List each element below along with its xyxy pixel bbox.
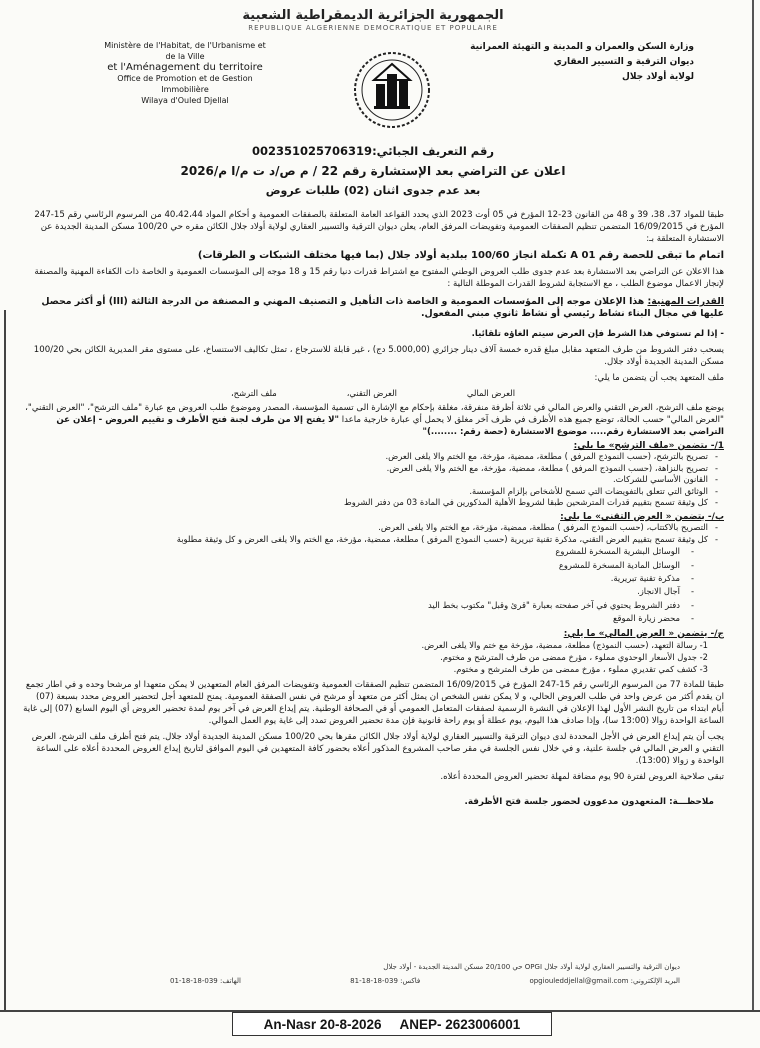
footer-email-label: البريد الإلكتروني: — [630, 977, 680, 985]
publication-badge — [232, 1012, 552, 1036]
wilaya-line: Wilaya d'Ouled Djellal — [141, 96, 229, 105]
list-item: 2- جدول الأسعار الوحدوي مملوء ، مؤرخ ممضى من طرف المترشح و مختوم. — [440, 651, 708, 662]
discard-note: - إذا لم تستوفي هذا الشرط فإن العرض سيتم الغاؤه تلقائيا. — [471, 329, 724, 339]
list-item: 1- رسالة التعهد، (حسب النموذج) مطلعة، ممضية، مؤرخة مع ختم والا يلغى العرض. — [421, 639, 708, 650]
section-financial-title: ج/- يتضمن « العرض المالي» ما يلي: — [563, 628, 724, 639]
ministry-line: Ministère de l'Habitat, de l'Urbanisme et de la Ville — [104, 41, 266, 61]
invite-paragraph: هذا الاعلان عن التراضي بعد الاستشارة بعد عدم جدوى طلب العروض الوطني المفتوح مع اشتراط قدرات دنيا رقم 15 و 18 موجه إلى المؤسسات العمومية و الخاصة ذات الكفاءة المهنية والمصنفة لإنجاز الاعمال موضوع الطلب ، مع الاستجابة لشروط القدرات الموطلة التالية : — [34, 267, 724, 289]
envelope-bold-text: "لا يفتح إلا من طرف لجنة فتح الأظرف و تقييم العروض - إعلان عن التراضي بعد الاستشارة رقم..... موضوع الاستشارة (حصة رقم: ........)" — [56, 415, 724, 437]
footer-contacts — [170, 974, 680, 988]
opgi-logo-icon — [352, 50, 432, 130]
file-type-candidacy: ملف الترشح، — [230, 388, 277, 398]
republic-arabic: الجمهورية الجزائرية الديمقراطية الشعبية — [242, 8, 504, 23]
fiscal-id: رقم التعريف الجبائي:002351025706319 — [252, 144, 494, 158]
letterhead — [22, 32, 724, 142]
page-edge-left — [4, 310, 6, 1010]
project-title: اتمام ما تبقى للحصة رقم A 01 تكملة انجاز 100/60 ببلدية أولاد جلال (بما فيها مختلف الشبكات و الطرقات) — [197, 250, 724, 261]
page-edge-right — [752, 0, 754, 1010]
announcement-title: اعلان عن التراضي بعد الإستشارة رقم 22 / م ص/د ت م/ا م/2026 — [180, 164, 566, 178]
letterhead-arabic — [464, 40, 694, 85]
contact-footer — [170, 960, 680, 988]
territory-line: et l'Aménagement du territoire — [107, 62, 263, 73]
validity-paragraph: تبقى صلاحية العروض لفترة 90 يوم مضافة لمهلة تحضير العروض المحددة أعلاه. — [440, 771, 724, 782]
notice-title-block — [22, 144, 724, 197]
file-type-technical: العرض التقني، — [346, 388, 397, 398]
qualifications-text: هذا الإعلان موجه إلى المؤسسات العمومية و الخاصة ذات التأهيل و التصنيف المهني و المصنفة من الدرجة الثالثة (III) أو أكثر محصل عليها في مجال البناء نشاط رئيسي أو نشاط ثانوي مبني المفعول. — [41, 296, 724, 319]
footer-email[interactable]: opgiouleddjellal@gmail.com — [529, 977, 629, 985]
section-technical-title: ب/- يتضمن « العرض التقني» ما يلي: — [560, 511, 724, 522]
wilaya-arabic: لولاية أولاد جلال — [622, 72, 694, 82]
file-label: ملف المتعهد يجب أن يتضمن ما يلي: — [594, 373, 724, 383]
republic-french: REPUBLIQUE ALGERIENNE DEMOCRATIQUE ET POPULAIRE — [248, 24, 498, 32]
footer-fax: فاكس: 039-18-18-81 — [350, 977, 421, 985]
financial-list — [22, 639, 724, 675]
list-item: - الوسائل المادية المسخرة للمشروع — [22, 559, 694, 572]
list-item: - تصريح بالترشح، (حسب النموذج المرفق ) مطلعة، ممضية، مؤرخة، مع الختم والا يلغى العرض. — [22, 451, 718, 463]
office-line: Office de Promotion et de Gestion Immobilière — [117, 74, 253, 94]
intro-paragraph: طبقا للمواد 37، 38، 39 و 48 من القانون 23-12 المؤرخ في 05 أوت 2023 الذي يحدد القواعد العامة المتعلقة بالصفقات العمومية و أحكام المواد 40،42،44 من المرسوم الرئاسي رقم 15-247 المؤرخ في 16/09/2015 المتضمن تنظيم الصفقات العمومية وتفويضات المرفق العام، يعلن ديوان الترقية والتسيير العقاري لولاية أولاد جلال الكائن مقره حي 100/20 مسكن المدينة الجديدة عن الاستشارة المتعلقة بـ: — [34, 210, 724, 244]
footer-email-wrap — [529, 974, 680, 988]
candidacy-list — [22, 451, 724, 509]
rules-paragraph: طبقا للمادة 77 من المرسوم الرئاسي رقم 15-247 المؤرخ في 16/09/2015 المتضمن تنظيم الصفقات العمومية وتفويضات المرفق العام المتعهدين لا يمكن متعهدا او مرشحا وحده و في اطار تجمع ان يقدم أكثر من عرض واحد في طلب العروض الحالي، و لا يمكن نفس الشخص ان يمثل أكثر من متعهد أو مرشح في نفس الصفقة العمومية. يمنح للمتعهد أجل لتحضير العروض محدد بسبعة (07) أيام ابتداء من تاريخ النشر الأول لهذا الإعلان في النشرة الرسمية لصفقات المتعامل العمومي أو في الصحافة الوطنية. يتم إيداع العرض في آخر يوم لمدة تحضير العروض أي اليوم السابع (07) إلى غاية الساعة الواحدة زوالا (13:00 سا)، وإذا صادف هذا اليوم، يوم عطلة أو يوم راحة قانونية فإن مدة تحضير العروض تمدد إلى غاية يوم العمل الموالي. — [23, 679, 724, 726]
attendance-note: ملاحظـــة: المتعهدون مدعوون لحضور جلسة فتح الأظرفة. — [464, 796, 714, 807]
technical-list-top — [22, 522, 724, 545]
qualifications-label: القدرات المهنية: — [647, 296, 724, 307]
envelope-paragraph — [22, 402, 724, 438]
list-item: - مذكرة تقنية تبريرية. — [22, 572, 694, 585]
list-item: - الوثائق التي تتعلق بالتفويضات التي تسمح للأشخاص بإلزام المؤسسة. — [22, 486, 718, 498]
ministry-arabic: وزارة السكن والعمران و المدينة و التهيئة العمرانية — [470, 42, 694, 52]
section-candidacy-title: 1/- يتضمن «ملف الترشح» ما يلي: — [573, 441, 724, 451]
letterhead-french — [100, 40, 270, 106]
newspaper-date: An-Nasr 20-8-2026 — [263, 1016, 382, 1032]
announcement-subtitle: بعد عدم جدوى اثنان (02) طلبات عروض — [265, 184, 481, 197]
list-item: - تصريح بالنزاهة، (حسب النموذج المرفق ) مطلعة، ممضية، مؤرخة، مع الختم والا يلغى العرض. — [22, 463, 718, 475]
list-item: - القانون الأساسي للشركات. — [22, 474, 718, 486]
list-item: - كل وثيقة تسمح بتقييم العرض التقني، مذكرة تقنية تبريرية (حسب النموذج المرفق ) مطلعة، ممضية، مؤرخة، مع الختم والا يلغى العرض و كل وثيقة مطلوبة — [22, 534, 718, 546]
list-item: - دفتر الشروط يحتوي في آخر صفحته بعبارة "قرئ وقبل" مكتوب بخط اليد — [22, 599, 694, 612]
qualifications-block — [22, 296, 724, 320]
list-item: - محضر زيارة الموقع — [22, 612, 694, 625]
anep-reference: ANEP- 2623006001 — [399, 1016, 521, 1032]
list-item: 3- كشف كمي تقديري مملوء ، مؤرخ ممضى من طرف المترشح و مختوم. — [453, 663, 708, 674]
envelope-text: يوضع ملف الترشح، العرض التقني والعرض المالي في ثلاثة أظرفة منفرقة، مغلقة بإحكام مع الإشارة الى تسمية المؤسسة، المصدر وموضوع طلب العروض مع عبارة "ملف الترشح"، "العرض التقني"، "العرض المالي" حسب الحالة، توضع جميع هذه الأظرف في ظرف آخر مغلق لا يحمل أي عبارة خارجية ماعدا — [25, 403, 724, 425]
office-arabic: ديوان الترقية و التسيير العقاري — [553, 57, 694, 67]
list-item: - الوسائل البشرية المسخرة للمشروع — [22, 545, 694, 558]
list-item: - كل وثيقة تسمح بتقييم قدرات المترشحين طبقا لشروط الأهلية المذكورين في المادة 03 من دفتر الشروط — [22, 497, 718, 509]
footer-address: ديوان الترقية والتسيير العقاري لولاية أولاد جلال OPGI حي 20/100 مسكن المدينة الجديدة - أولاد جلال — [383, 963, 680, 971]
deposit-paragraph: يجب أن يتم إيداع العرض في الأجل المحددة لدى ديوان الترقية والتسيير العقاري لولاية أولاد جلال الكائن مقرها بحي 100/20 مسكن المدينة الجديدة أولاد جلال. يتم فتح أظرف ملف الترشح، العرض التقني و العرض المالي في جلسة علنية، و في خلال نفس الجلسة في مقر صاحب المشروع المذكور أعلاه بحضور كافة المتعهدين في اليوم الموافق لتاريخ إيداع العروض المحددة أعلاه على الساعة الواحدة و زوالا (13:00). — [31, 731, 724, 766]
file-types — [22, 388, 724, 398]
footer-phone: الهاتف: 039-18-18-01 — [170, 977, 241, 985]
notice-page — [22, 8, 724, 1008]
specifications-paragraph: يسحب دفتر الشروط من طرف المتعهد مقابل مبلغ قدره خمسة آلاف دينار جزائري (5.000,00 دج) ، غير قابلة للاسترجاع ، تمثل تكاليف الاستنساخ، على مستوى مقر المديرية الكائن بحي 100/20 مسكن المدينة الجديدة أولاد جلال. — [33, 345, 724, 367]
list-item: - التصريح بالاكتتاب، (حسب النموذج المرفق ) مطلعة، ممضية، مؤرخة، مع الختم والا يلغى العرض. — [22, 522, 718, 534]
technical-list-sub — [22, 545, 724, 625]
list-item: - آجال الانجاز. — [22, 585, 694, 598]
file-type-financial: العرض المالي — [466, 388, 516, 398]
